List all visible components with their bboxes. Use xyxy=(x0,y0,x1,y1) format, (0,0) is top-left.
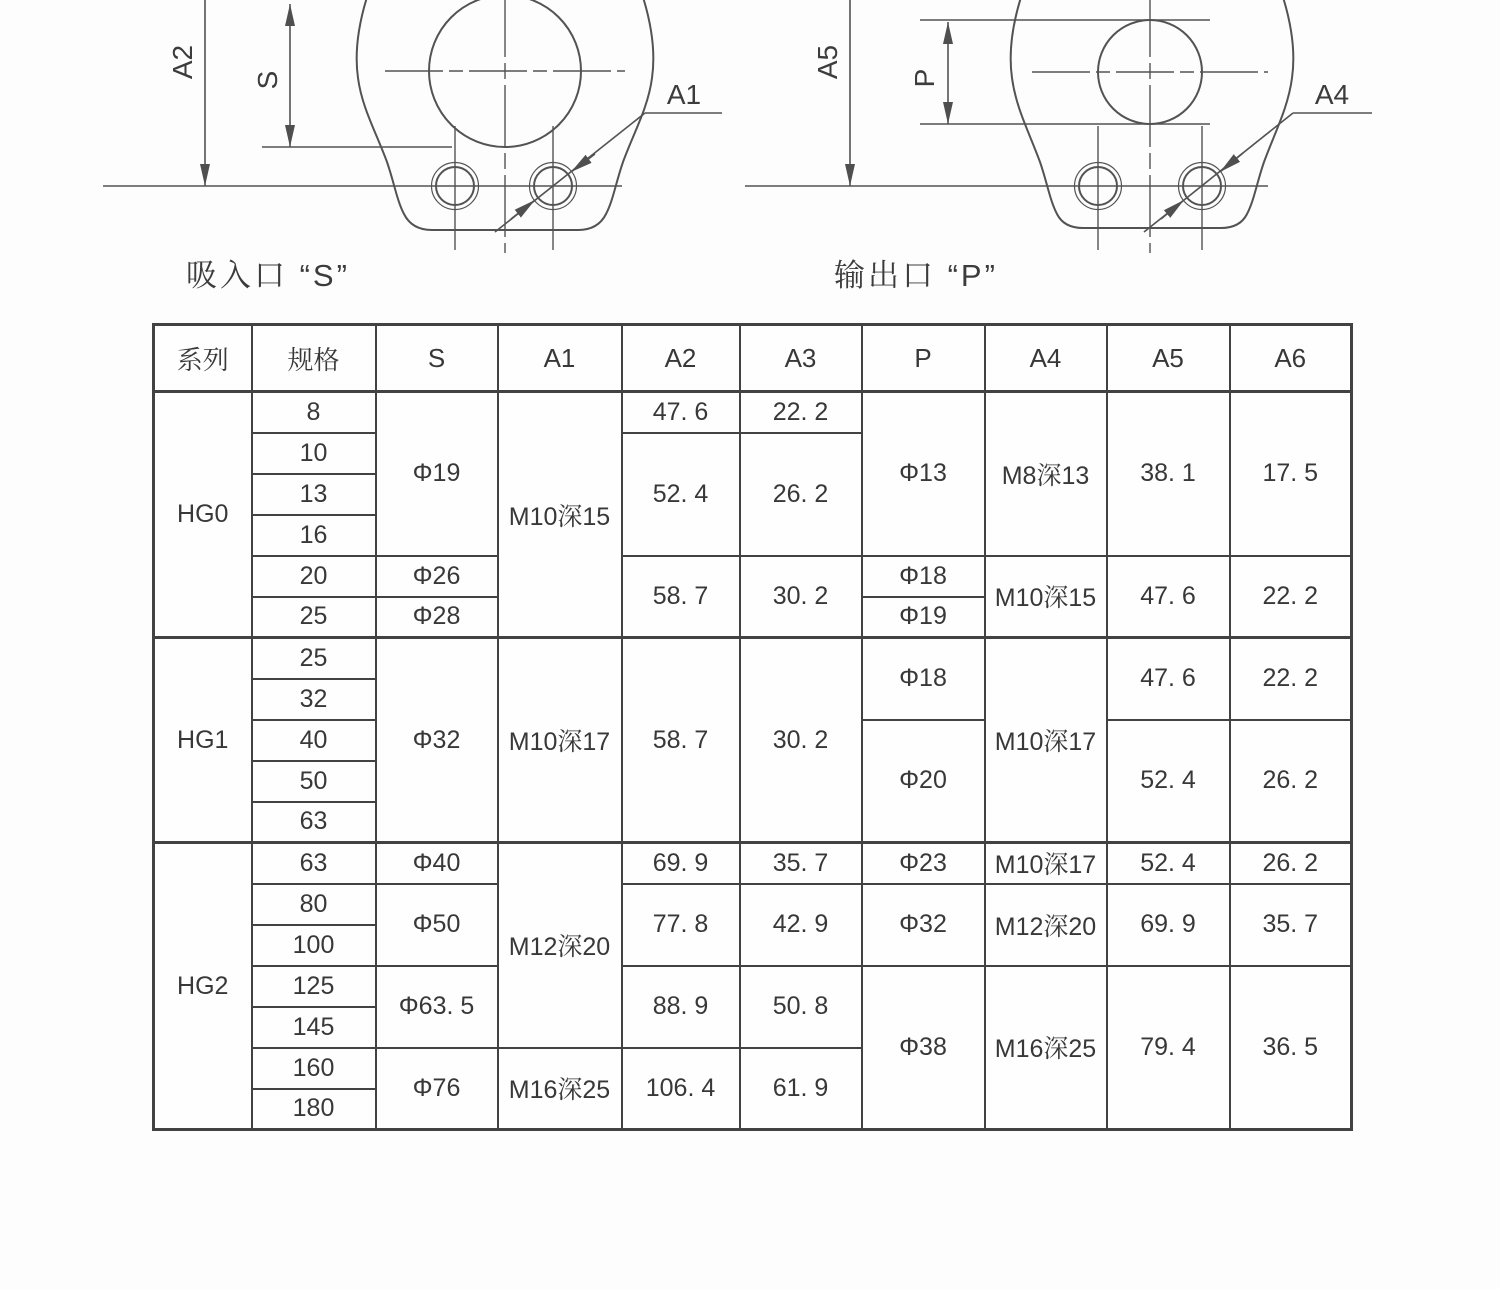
spec-cell: 160 xyxy=(252,1048,376,1089)
a2-cell: 52. 4 xyxy=(622,433,740,556)
a3-cell: 35. 7 xyxy=(740,843,862,884)
table-row xyxy=(154,556,1352,597)
spec-cell: 25 xyxy=(252,638,376,679)
a2-cell: 88. 9 xyxy=(622,966,740,1048)
dim-label-a1: A1 xyxy=(666,79,702,110)
p-cell: Φ38 xyxy=(862,966,985,1130)
a2-cell: 77. 8 xyxy=(622,884,740,966)
table-row xyxy=(154,884,1352,925)
table-row xyxy=(154,392,1352,433)
spec-cell: 13 xyxy=(252,474,376,515)
dim-label-s: S xyxy=(252,70,283,90)
p-cell: Φ23 xyxy=(862,843,985,884)
spec-cell: 100 xyxy=(252,925,376,966)
a5-cell: 69. 9 xyxy=(1107,884,1230,966)
dim-label-p: P xyxy=(909,68,940,88)
a6-cell: 36. 5 xyxy=(1230,966,1352,1130)
series-cell: HG1 xyxy=(154,638,252,843)
a4-cell: M10深17 xyxy=(985,638,1107,843)
dim-label-a4: A4 xyxy=(1314,79,1350,110)
a6-cell: 26. 2 xyxy=(1230,720,1352,843)
col-header-a3: A3 xyxy=(740,325,862,392)
table-row xyxy=(154,638,1352,679)
leader-arrow-a1-upper xyxy=(571,154,595,172)
dimension-spec-table xyxy=(152,323,1353,1131)
spec-cell: 40 xyxy=(252,720,376,761)
s-cell: Φ19 xyxy=(376,392,498,556)
a3-cell: 26. 2 xyxy=(740,433,862,556)
a1-cell: M16深25 xyxy=(498,1048,622,1130)
a2-cell: 69. 9 xyxy=(622,843,740,884)
s-cell: Φ32 xyxy=(376,638,498,843)
spec-cell: 50 xyxy=(252,761,376,802)
p-cell: Φ20 xyxy=(862,720,985,843)
s-cell: Φ50 xyxy=(376,884,498,966)
table-row xyxy=(154,966,1352,1007)
a5-cell: 52. 4 xyxy=(1107,843,1230,884)
a4-cell: M12深20 xyxy=(985,884,1107,966)
series-cell: HG2 xyxy=(154,843,252,1130)
spec-cell: 20 xyxy=(252,556,376,597)
spec-cell: 180 xyxy=(252,1089,376,1130)
spec-cell: 10 xyxy=(252,433,376,474)
a5-cell: 38. 1 xyxy=(1107,392,1230,556)
a6-cell: 26. 2 xyxy=(1230,843,1352,884)
p-cell: Φ32 xyxy=(862,884,985,966)
p-cell: Φ13 xyxy=(862,392,985,556)
s-cell: Φ28 xyxy=(376,597,498,638)
col-header-spec: 规格 xyxy=(252,325,376,392)
leader-arrow-a1-lower xyxy=(511,200,535,219)
a1-cell: M10深17 xyxy=(498,638,622,843)
a2-cell: 106. 4 xyxy=(622,1048,740,1130)
spec-cell: 32 xyxy=(252,679,376,720)
s-cell: Φ76 xyxy=(376,1048,498,1130)
suction-port-drawing xyxy=(103,0,722,253)
a3-cell: 50. 8 xyxy=(740,966,862,1048)
a2-cell: 47. 6 xyxy=(622,392,740,433)
a3-cell: 30. 2 xyxy=(740,556,862,638)
a1-cell: M12深20 xyxy=(498,843,622,1048)
a6-cell: 17. 5 xyxy=(1230,392,1352,556)
p-cell: Φ19 xyxy=(862,597,985,638)
a3-cell: 30. 2 xyxy=(740,638,862,843)
spec-cell: 8 xyxy=(252,392,376,433)
col-header-a6: A6 xyxy=(1230,325,1352,392)
header-row xyxy=(154,325,1352,392)
col-header-a2: A2 xyxy=(622,325,740,392)
p-cell: Φ18 xyxy=(862,638,985,720)
dim-label-a5: A5 xyxy=(812,44,843,80)
s-cell: Φ40 xyxy=(376,843,498,884)
a6-cell: 22. 2 xyxy=(1230,638,1352,720)
a3-cell: 42. 9 xyxy=(740,884,862,966)
pressure-port-caption: 输出口 “P” xyxy=(834,258,998,293)
col-header-s: S xyxy=(376,325,498,392)
spec-cell: 63 xyxy=(252,843,376,884)
spec-cell: 25 xyxy=(252,597,376,638)
a6-cell: 22. 2 xyxy=(1230,556,1352,638)
suction-port-caption: 吸入口 “S” xyxy=(186,258,350,293)
pressure-port-drawing xyxy=(745,0,1372,253)
a1-cell: M10深15 xyxy=(498,392,622,638)
p-cell: Φ18 xyxy=(862,556,985,597)
leader-arrow-a4-lower xyxy=(1161,200,1184,219)
flange-outline xyxy=(1011,0,1294,228)
s-cell: Φ26 xyxy=(376,556,498,597)
col-header-a1: A1 xyxy=(498,325,622,392)
col-header-a4: A4 xyxy=(985,325,1107,392)
a4-cell: M10深15 xyxy=(985,556,1107,638)
a3-cell: 22. 2 xyxy=(740,392,862,433)
s-cell: Φ63. 5 xyxy=(376,966,498,1048)
a3-cell: 61. 9 xyxy=(740,1048,862,1130)
spec-cell: 125 xyxy=(252,966,376,1007)
col-header-a5: A5 xyxy=(1107,325,1230,392)
table-row xyxy=(154,843,1352,884)
col-header-series: 系列 xyxy=(154,325,252,392)
a2-cell: 58. 7 xyxy=(622,638,740,843)
a5-cell: 47. 6 xyxy=(1107,556,1230,638)
spec-cell: 80 xyxy=(252,884,376,925)
a6-cell: 35. 7 xyxy=(1230,884,1352,966)
a4-cell: M16深25 xyxy=(985,966,1107,1130)
spec-cell: 145 xyxy=(252,1007,376,1048)
spec-cell: 16 xyxy=(252,515,376,556)
a4-cell: M8深13 xyxy=(985,392,1107,556)
spec-cell: 63 xyxy=(252,802,376,843)
a2-cell: 58. 7 xyxy=(622,556,740,638)
series-cell: HG0 xyxy=(154,392,252,638)
a4-cell: M10深17 xyxy=(985,843,1107,884)
a5-cell: 47. 6 xyxy=(1107,638,1230,720)
col-header-p: P xyxy=(862,325,985,392)
dim-label-a2: A2 xyxy=(167,44,198,80)
a5-cell: 52. 4 xyxy=(1107,720,1230,843)
leader-arrow-a4-upper xyxy=(1220,153,1243,172)
a5-cell: 79. 4 xyxy=(1107,966,1230,1130)
